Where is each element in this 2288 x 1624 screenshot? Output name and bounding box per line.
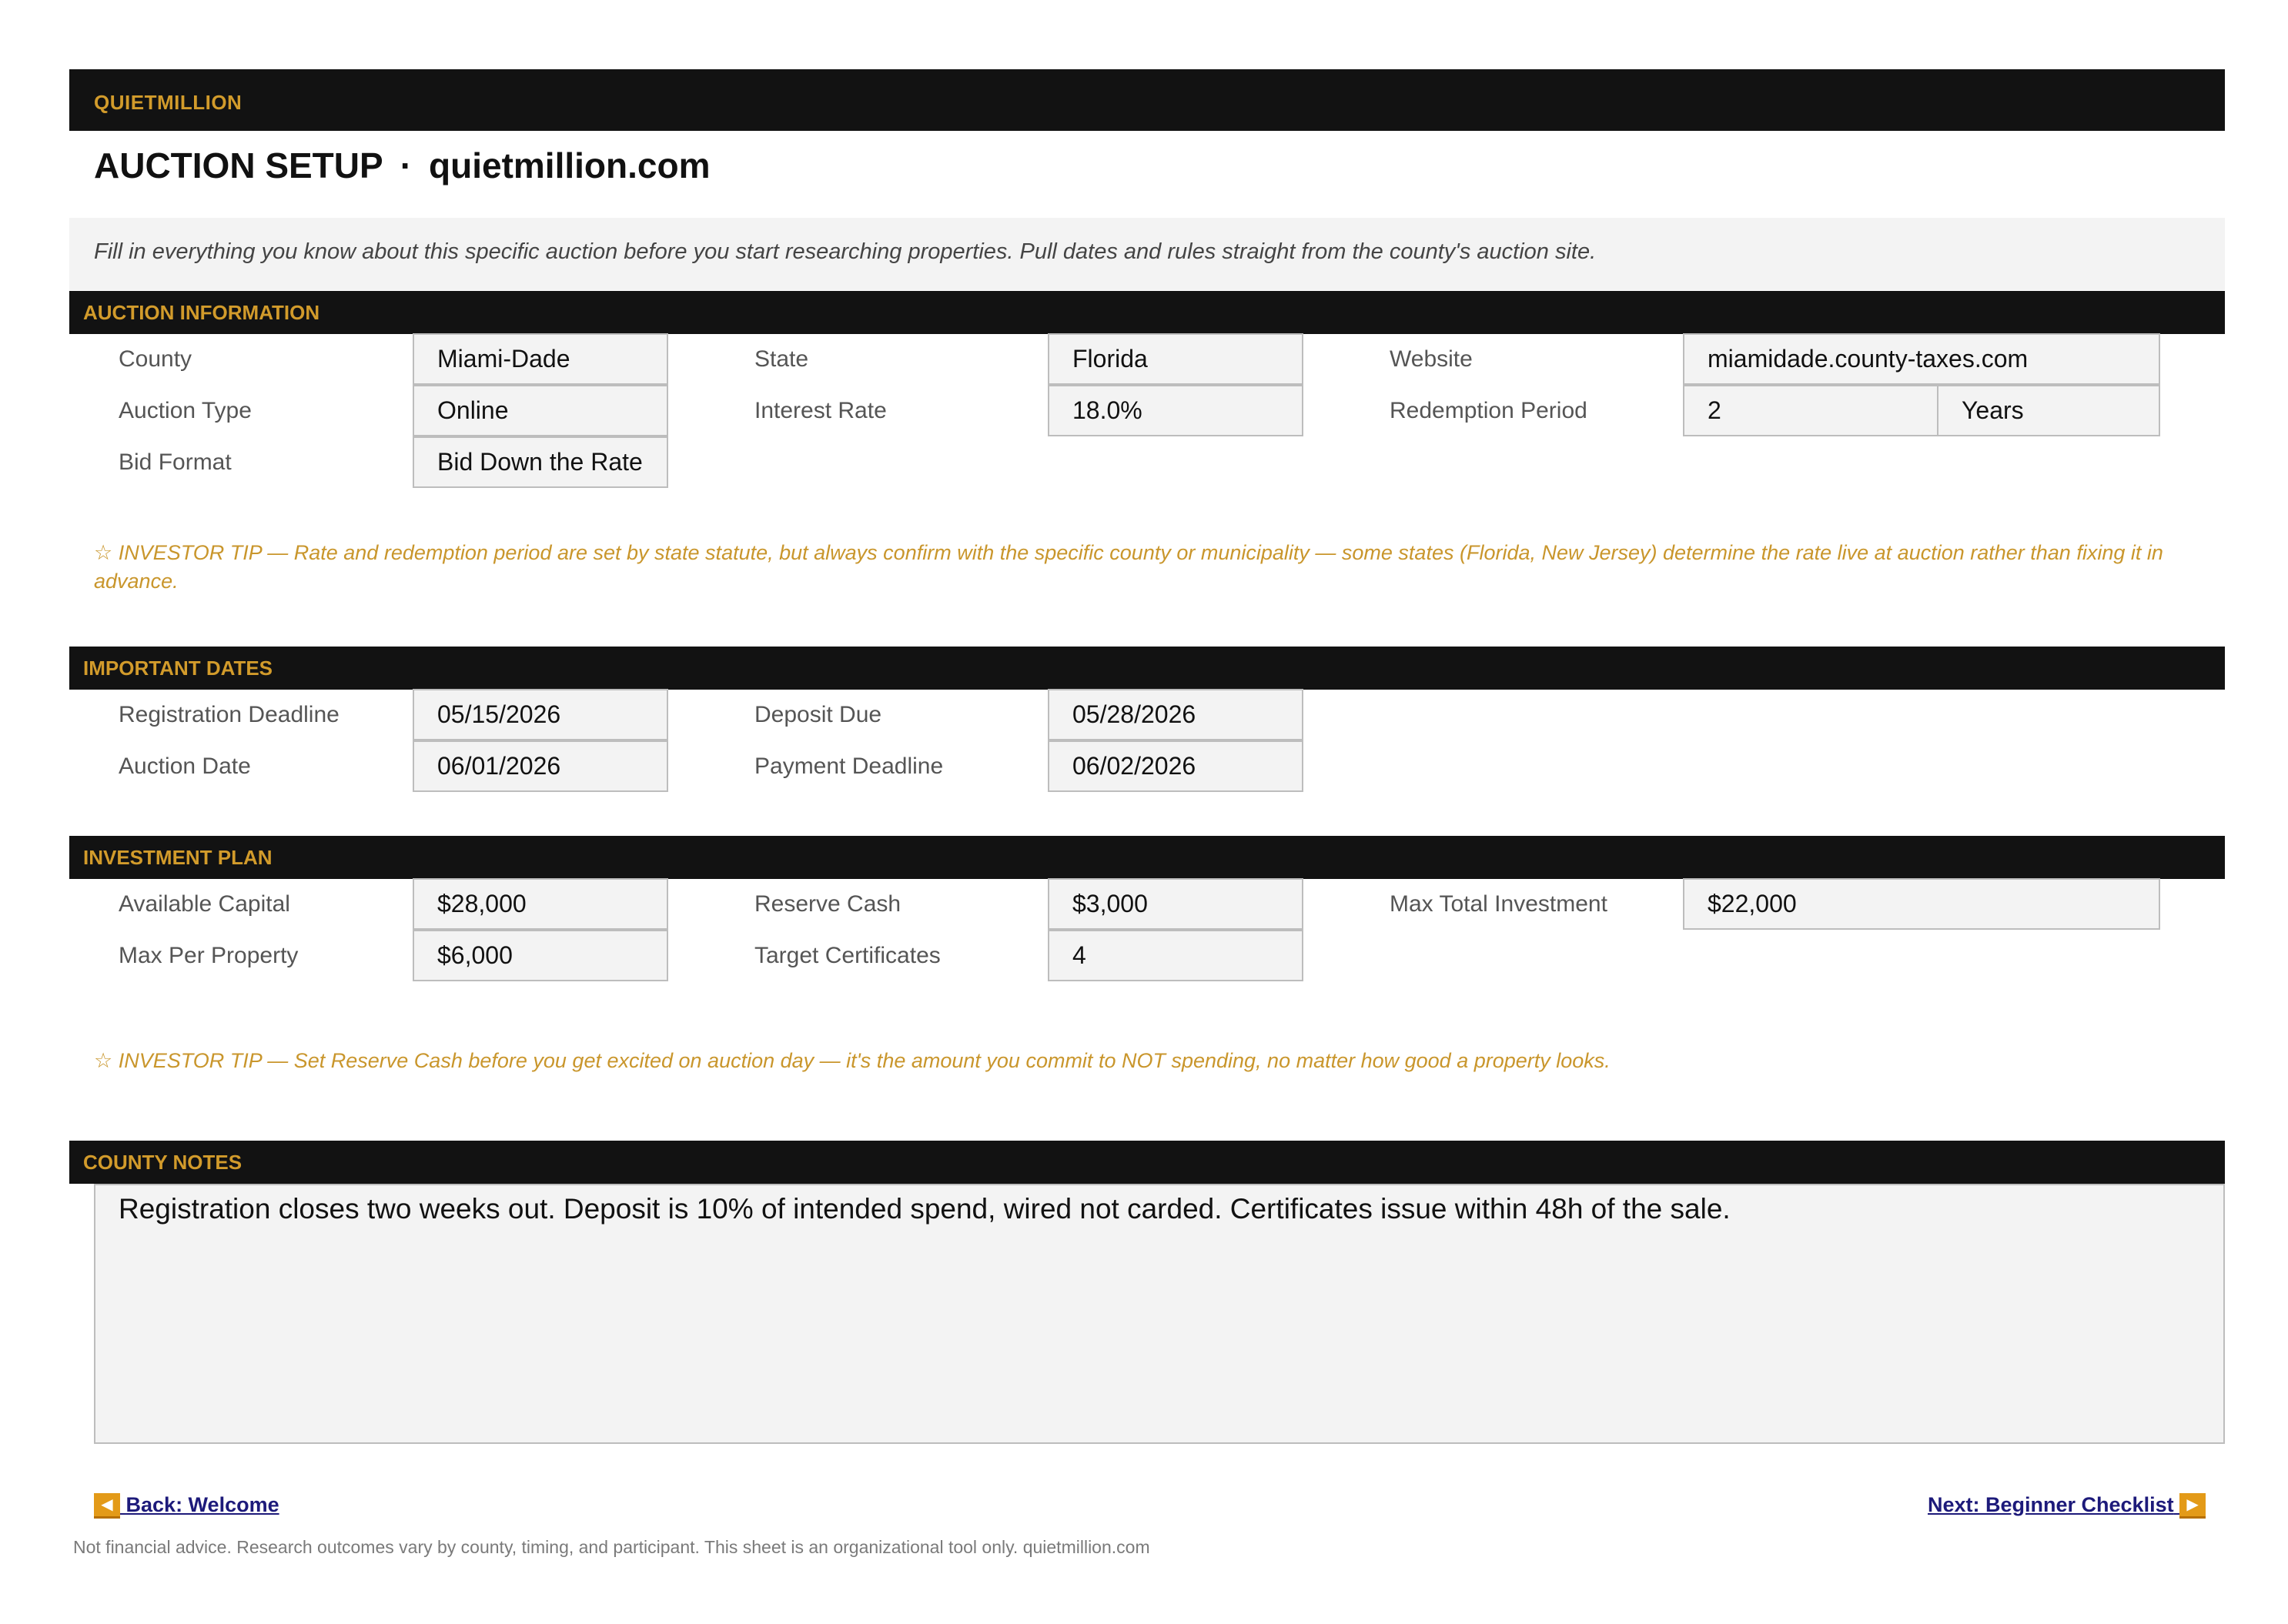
target-certificates-label: Target Certificates xyxy=(754,943,941,968)
title-separator: · xyxy=(400,145,413,185)
max-per-property-label: Max Per Property xyxy=(119,943,299,968)
max-total-investment-label: Max Total Investment xyxy=(1390,891,1607,917)
section-title: IMPORTANT DATES xyxy=(83,657,273,680)
website-label: Website xyxy=(1390,346,1473,372)
next-link-label: Next: Beginner Checklist xyxy=(1928,1493,2174,1516)
section-title: COUNTY NOTES xyxy=(83,1151,243,1174)
reserve-cash-label: Reserve Cash xyxy=(754,891,901,917)
disclaimer-footer: Not financial advice. Research outcomes vary by county, timing, and participant. This sheet is an organizational tool only. quietmillion.com xyxy=(73,1537,1150,1557)
deposit-due-label: Deposit Due xyxy=(754,702,882,727)
state-label: State xyxy=(754,346,809,372)
county-label: County xyxy=(119,346,192,372)
bid-format-label: Bid Format xyxy=(119,449,232,475)
interest-rate-field[interactable]: 18.0% xyxy=(1048,385,1303,436)
target-certificates-field[interactable]: 4 xyxy=(1048,930,1303,981)
interest-rate-label: Interest Rate xyxy=(754,398,887,423)
auction-type-field[interactable]: Online xyxy=(413,385,668,436)
section-header-important-dates xyxy=(69,647,2225,690)
section-title: INVESTMENT PLAN xyxy=(83,846,273,869)
back-arrow-icon: ◀ xyxy=(94,1493,120,1519)
back-welcome-link[interactable] xyxy=(94,1493,279,1519)
section-header-investment-plan xyxy=(69,836,2225,879)
redemption-period-label: Redemption Period xyxy=(1390,398,1587,423)
section-header-county-notes xyxy=(69,1141,2225,1184)
county-notes-field[interactable] xyxy=(94,1184,2225,1444)
next-arrow-icon: ▶ xyxy=(2179,1493,2206,1519)
available-capital-label: Available Capital xyxy=(119,891,290,917)
payment-deadline-field[interactable]: 06/02/2026 xyxy=(1048,740,1303,792)
state-field[interactable]: Florida xyxy=(1048,333,1303,385)
reserve-cash-field[interactable]: $3,000 xyxy=(1048,878,1303,930)
max-total-investment-field[interactable]: $22,000 xyxy=(1683,878,2160,930)
website-field[interactable]: miamidade.county-taxes.com xyxy=(1683,333,2160,385)
brand-name: QUIETMILLION xyxy=(94,91,243,114)
auction-type-label: Auction Type xyxy=(119,398,252,423)
bid-format-field[interactable]: Bid Down the Rate xyxy=(413,436,668,488)
payment-deadline-label: Payment Deadline xyxy=(754,754,944,779)
redemption-value-field[interactable]: 2 xyxy=(1683,385,1938,436)
page-title xyxy=(94,145,710,186)
auction-date-field[interactable]: 06/01/2026 xyxy=(413,740,668,792)
page-title-text: AUCTION SETUP xyxy=(94,145,383,185)
county-field[interactable]: Miami-Dade xyxy=(413,333,668,385)
investor-tip-rate: ☆ INVESTOR TIP — Rate and redemption period are set by state statute, but always confirm with the specific county or municipality — some states (Florida, New Jersey) determine the rate live at auction rather than fixing it in advance. xyxy=(94,541,2163,593)
next-checklist-link[interactable] xyxy=(1928,1493,2206,1519)
registration-deadline-label: Registration Deadline xyxy=(119,702,340,727)
page-title-site: quietmillion.com xyxy=(429,145,711,185)
section-title: AUCTION INFORMATION xyxy=(83,301,320,324)
brand-bar xyxy=(69,69,2225,131)
redemption-unit-field[interactable]: Years xyxy=(1937,385,2160,436)
back-link-label: Back: Welcome xyxy=(125,1493,279,1516)
max-per-property-field[interactable]: $6,000 xyxy=(413,930,668,981)
available-capital-field[interactable]: $28,000 xyxy=(413,878,668,930)
deposit-due-field[interactable]: 05/28/2026 xyxy=(1048,689,1303,740)
intro-banner xyxy=(69,218,2225,290)
investor-tip-reserve: ☆ INVESTOR TIP — Set Reserve Cash before you get excited on auction day — it's the amount you commit to NOT spending, no matter how good a property looks. xyxy=(94,1049,1611,1072)
county-notes-text: Registration closes two weeks out. Deposit is 10% of intended spend, wired not carded. Certificates issue within 48h of the sale. xyxy=(119,1193,1731,1225)
intro-text: Fill in everything you know about this specific auction before you start researching properties. Pull dates and rules straight from the county's auction site. xyxy=(94,239,1597,264)
section-header-auction-info xyxy=(69,291,2225,334)
auction-date-label: Auction Date xyxy=(119,754,251,779)
registration-deadline-field[interactable]: 05/15/2026 xyxy=(413,689,668,740)
